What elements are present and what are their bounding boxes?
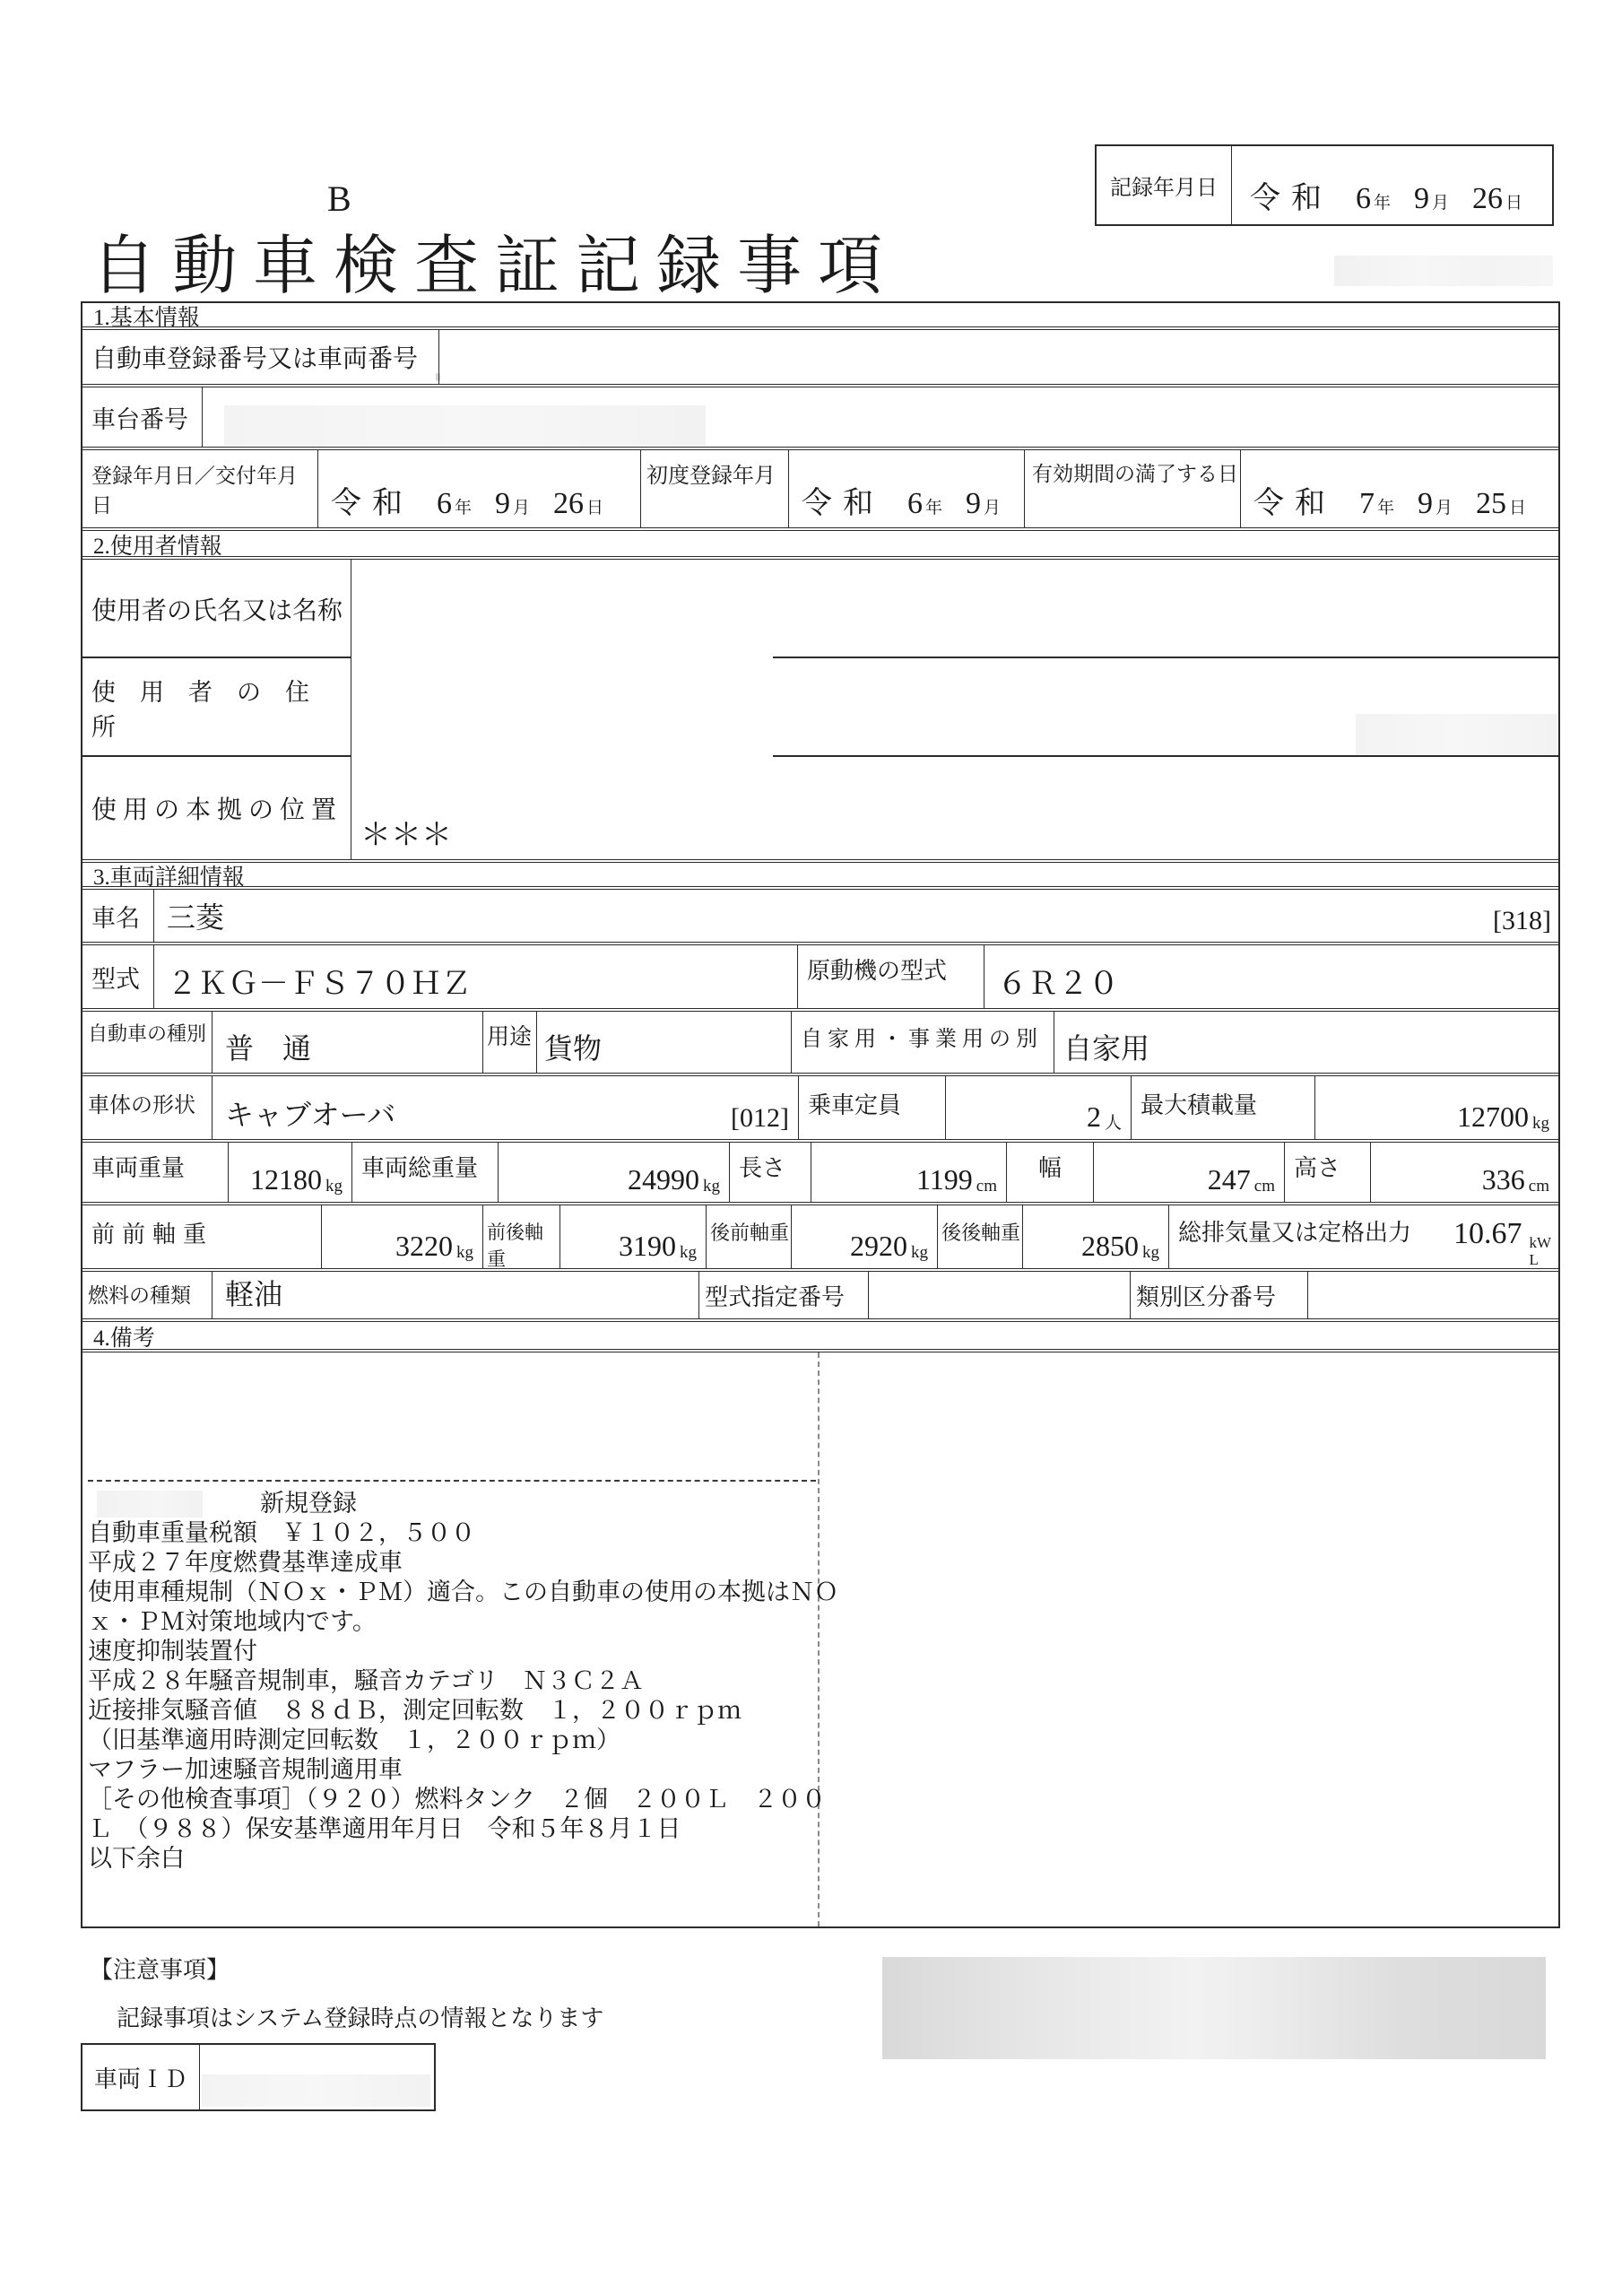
length-value: [811, 1143, 1007, 1202]
private-business-value: [1054, 1012, 1558, 1073]
base-location-label: 使 用 の 本 拠 の 位 置: [82, 757, 351, 859]
axle-weight-row: [82, 1205, 1558, 1272]
chassis-number-label: 車台番号: [82, 387, 203, 447]
axle-rr-label: 後後軸重: [938, 1205, 1023, 1268]
section1-heading: 1.基本情報: [82, 303, 1558, 330]
era-text: 令和: [331, 487, 413, 520]
fuel-value: [213, 1272, 699, 1318]
first-registration-value: [789, 450, 1025, 527]
body-shape-text: キャブオーバ: [225, 1099, 396, 1131]
remark-line: Ｌ （９８８）保安基準適用年月日 令和５年８月１日: [88, 1815, 681, 1842]
year-unit: 年: [925, 499, 943, 517]
registration-number-label: 自動車登録番号又は車両番号: [82, 330, 439, 384]
displacement-cell: [1169, 1205, 1558, 1268]
registration-number-row: [82, 330, 1558, 387]
use-text: 貨物: [544, 1032, 603, 1065]
axle-ff-label: 前前軸重: [82, 1205, 322, 1268]
max-load-value: [1315, 1076, 1558, 1139]
month-number: 9: [1414, 182, 1430, 215]
remark-line: マフラー加速騒音規制適用車: [88, 1756, 403, 1783]
capacity-number: 2: [1086, 1100, 1101, 1133]
width-unit: cm: [1253, 1177, 1275, 1196]
era-text: 令和: [1250, 182, 1332, 215]
height-value: [1371, 1143, 1558, 1202]
remark-line: 以下余白: [88, 1845, 185, 1872]
remark-line: [88, 1489, 850, 1518]
axle-fr-unit: kg: [680, 1243, 697, 1262]
chassis-number-row: [82, 387, 1558, 450]
capacity-unit: 人: [1104, 1114, 1122, 1133]
gross-weight-value: [499, 1143, 730, 1202]
model-text: ２ＫＧ－ＦＳ７０ＨＺ: [167, 968, 472, 1001]
max-load-label: 最大積載量: [1132, 1076, 1315, 1139]
width-value: [1094, 1143, 1285, 1202]
unit-kw: kW: [1529, 1233, 1551, 1251]
vehicle-weight-label: 車両重量: [82, 1143, 229, 1202]
class-number-value: [1308, 1272, 1558, 1318]
remarks-area: [82, 1352, 1558, 1926]
axle-ff-number: 3220: [395, 1230, 453, 1262]
vehicle-class-row: [82, 1012, 1558, 1076]
displacement-unit: [1529, 1234, 1551, 1268]
axle-rf-label: 後前軸重: [707, 1205, 792, 1268]
section3-heading: 3.車両詳細情報: [82, 863, 1558, 890]
registration-date-row: [82, 450, 1558, 531]
month-number: 9: [495, 487, 511, 520]
engine-model-text: ６Ｒ２０: [997, 968, 1119, 1001]
type-designation-value: [869, 1272, 1131, 1318]
height-number: 336: [1481, 1163, 1525, 1196]
page-mark: B: [327, 178, 351, 219]
redacted-chassis-number: [224, 405, 706, 445]
axle-fr-value: [560, 1205, 707, 1268]
main-table: [81, 301, 1560, 1928]
page-title: 自 動 車 検 査 証 記 録 事 項: [91, 230, 883, 302]
section4-heading: 4.備考: [82, 1322, 1558, 1352]
year-unit: 年: [1377, 499, 1395, 517]
vehicle-class-value: [213, 1012, 483, 1073]
notice-title: 【注意事項】: [90, 1957, 230, 1983]
remark-line: 平成２８年騒音規制車，騒音カテゴリ Ｎ３Ｃ２Ａ: [88, 1667, 644, 1694]
user-name-value: [351, 560, 1558, 658]
axle-rf-unit: kg: [911, 1243, 928, 1262]
chassis-number-value: [203, 387, 1558, 447]
month-unit: 月: [1436, 499, 1453, 517]
remark-line: 自動車重量税額 ￥１０２，５００: [88, 1519, 475, 1546]
height-unit: cm: [1528, 1177, 1549, 1196]
fuel-label: 燃料の種類: [82, 1272, 213, 1318]
class-number-label: 類別区分番号: [1131, 1272, 1308, 1318]
body-shape-row: [82, 1076, 1558, 1143]
length-number: 1199: [915, 1163, 973, 1196]
axle-rf-number: 2920: [850, 1230, 907, 1262]
weight-row: [82, 1143, 1558, 1205]
year-unit: 年: [455, 499, 473, 517]
year-number: 6: [907, 487, 923, 520]
width-label: 幅: [1007, 1143, 1094, 1202]
remark-line: （旧基準適用時測定回転数 １，２００ｒｐｍ）: [88, 1726, 620, 1753]
notice-body: 記録事項はシステム登録時点の情報となります: [117, 2005, 604, 2031]
remark-line: 平成２７年度燃費基準達成車: [88, 1549, 403, 1576]
year-number: 7: [1359, 487, 1375, 520]
record-date-value: [1232, 146, 1552, 224]
year-number: 6: [1356, 182, 1371, 215]
remark-line: 使用車種規制（ＮＯｘ・ＰＭ）適合。この自動車の使用の本拠はＮＯ: [88, 1578, 838, 1605]
day-unit: 日: [586, 499, 604, 517]
use-label: 用途: [483, 1012, 537, 1073]
max-load-number: 12700: [1457, 1100, 1529, 1133]
axle-rr-number: 2850: [1081, 1230, 1139, 1262]
axle-rr-value: [1023, 1205, 1169, 1268]
redacted-remark: [97, 1491, 203, 1518]
vehicle-weight-number: 12180: [250, 1163, 322, 1196]
max-load-unit: kg: [1532, 1114, 1549, 1133]
vehicle-weight-value: [229, 1143, 352, 1202]
body-shape-code: [012]: [731, 1103, 789, 1133]
era-text: 令和: [802, 487, 884, 520]
registration-note: 新規登録: [260, 1490, 357, 1517]
capacity-label: 乗車定員: [799, 1076, 946, 1139]
record-date-label: 記録年月日: [1097, 146, 1232, 224]
unit-l: L: [1529, 1251, 1539, 1268]
engine-model-label: 原動機の型式: [798, 945, 984, 1008]
day-number: 25: [1476, 487, 1507, 520]
month-unit: 月: [984, 499, 1002, 517]
masked-value: ＊＊＊: [360, 819, 452, 852]
private-business-label: 自 家 用 ・ 事 業 用 の 別: [792, 1012, 1054, 1073]
day-unit: 日: [1509, 499, 1527, 517]
vehicle-id-box: [81, 2043, 436, 2111]
redacted-area: [1334, 256, 1553, 286]
month-unit: 月: [1432, 194, 1450, 213]
registration-number-value: [439, 330, 1558, 384]
axle-ff-unit: kg: [456, 1243, 473, 1262]
vehicle-weight-unit: kg: [325, 1177, 343, 1196]
vehicle-class-label: 自動車の種別: [82, 1012, 213, 1073]
model-row: [82, 945, 1558, 1012]
registration-date-label: 登録年月日／交付年月日: [82, 450, 318, 527]
axle-fr-number: 3190: [619, 1230, 676, 1262]
fuel-text: 軽油: [225, 1278, 283, 1310]
gross-weight-number: 24990: [628, 1163, 699, 1196]
remark-line: ｘ・ＰＭ対策地域内です。: [88, 1608, 377, 1635]
year-unit: 年: [1374, 194, 1392, 213]
vehicle-id-value: [200, 2045, 434, 2109]
redacted-footer-block: [882, 1957, 1546, 2059]
use-value: [537, 1012, 792, 1073]
era-text: 令和: [1253, 487, 1336, 520]
displacement-value: [1453, 1216, 1551, 1268]
car-name-label: 車名: [82, 890, 154, 942]
type-designation-label: 型式指定番号: [699, 1272, 869, 1318]
car-name-value: [154, 890, 1558, 942]
month-number: 9: [1418, 487, 1434, 520]
user-name-row: [82, 560, 1558, 658]
private-business-text: 自家用: [1063, 1032, 1150, 1065]
axle-rr-unit: kg: [1142, 1243, 1159, 1262]
capacity-value: [946, 1076, 1132, 1139]
axle-ff-value: [322, 1205, 483, 1268]
model-label: 型式: [82, 945, 154, 1008]
month-number: 9: [966, 487, 982, 520]
length-label: 長さ: [730, 1143, 811, 1202]
base-location-row: [82, 757, 1558, 863]
car-name-row: [82, 890, 1558, 945]
redacted-vehicle-id: [202, 2074, 430, 2107]
user-address-label: 使 用 者 の 住 所: [82, 658, 351, 757]
user-address-row: [82, 658, 1558, 757]
month-unit: 月: [513, 499, 531, 517]
section2-heading: 2.使用者情報: [82, 531, 1558, 560]
remarks-content: [88, 1480, 850, 1874]
car-name-code: [318]: [1493, 906, 1551, 935]
day-number: 26: [553, 487, 585, 520]
vehicle-class-text: 普 通: [225, 1032, 312, 1065]
car-name-text: 三菱: [167, 901, 225, 934]
base-location-value: [351, 757, 1558, 859]
body-shape-value: [213, 1076, 799, 1139]
engine-model-value: [984, 945, 1558, 1008]
remark-line: 近接排気騒音値 ８８ｄＢ，測定回転数 １，２００ｒｐｍ: [88, 1697, 742, 1724]
expiry-date-value: [1241, 450, 1558, 527]
day-number: 26: [1472, 182, 1504, 215]
gross-weight-label: 車両総重量: [352, 1143, 499, 1202]
fuel-row: [82, 1272, 1558, 1322]
vehicle-id-label: 車両ＩＤ: [82, 2045, 200, 2109]
user-address-value: [351, 658, 1558, 757]
remark-line: ［その他検査事項］（９２０）燃料タンク ２個 ２００Ｌ ２００: [88, 1786, 826, 1813]
axle-fr-label: 前後軸重: [483, 1205, 560, 1268]
displacement-label: 総排気量又は定格出力: [1178, 1220, 1412, 1246]
width-number: 247: [1207, 1163, 1251, 1196]
year-number: 6: [437, 487, 452, 520]
remark-line: 速度抑制装置付: [88, 1638, 257, 1665]
first-registration-label: 初度登録年月: [641, 450, 789, 527]
height-label: 高さ: [1285, 1143, 1371, 1202]
body-shape-label: 車体の形状: [82, 1076, 213, 1139]
user-name-label: 使用者の氏名又は名称: [82, 560, 351, 658]
gross-weight-unit: kg: [703, 1177, 720, 1196]
displacement-number: 10.67: [1453, 1216, 1522, 1250]
registration-date-value: [318, 450, 641, 527]
length-unit: cm: [976, 1177, 997, 1196]
record-date-box: [1095, 144, 1554, 226]
remark-lines: [88, 1518, 850, 1874]
day-unit: 日: [1505, 194, 1523, 213]
remarks-dashed-line: [88, 1480, 816, 1482]
axle-rf-value: [792, 1205, 938, 1268]
expiry-date-label: 有効期間の満了する日: [1025, 450, 1241, 527]
redacted-address: [1356, 714, 1558, 755]
model-value: [154, 945, 798, 1008]
